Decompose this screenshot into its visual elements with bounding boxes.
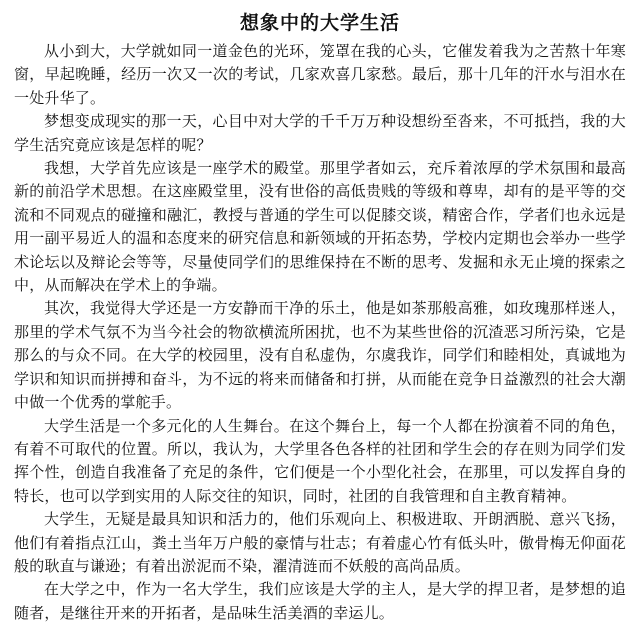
paragraph-2: 梦想变成现实的那一天，心目中对大学的千千万万种设想纷至沓来，不可抵挡，我的大学生活究竟应该是怎样的呢？ bbox=[14, 112, 626, 154]
paragraph-5: 大学生活是一个多元化的人生舞台。在这个舞台上，每一个人都在扮演着不同的角色，有着不可取代的位置。所以，我认为，大学里各色各样的社团和学生会的存在则为同学们发挥个性，创造自我准备了充足的条件，它们便是一个小型化社会，在那里，可以发挥自身的特长，也可以学到实用的人际交往的知识，同时，社团的自我管理和自主教育精神。 bbox=[14, 416, 626, 505]
document-page bbox=[14, 10, 626, 625]
paragraph-1: 从小到大，大学就如同一道金色的光环，笼罩在我的心头，它催发着我为之苦熬十年寒窗，早起晚睡，经历一次又一次的考试，几家欢喜几家愁。最后，那十几年的汗水与泪水在一处升华了。 bbox=[14, 42, 626, 107]
document-title: 想象中的大学生活 bbox=[239, 12, 400, 34]
paragraph-7: 在大学之中，作为一名大学生，我们应该是大学的主人，是大学的捍卫者，是梦想的追随者，是继往开来的开拓者，是品味生活美酒的幸运儿。 bbox=[14, 580, 626, 622]
paragraph-3: 我想，大学首先应该是一座学术的殿堂。那里学者如云，充斥着浓厚的学术氛围和最高新的前沿学术思想。在这座殿堂里，没有世俗的高低贵贱的等级和尊卑，却有的是平等的交流和不同观点的碰撞和融汇，教授与普通的学生可以促膝交谈，精密合作，学者们也永远是用一副平易近人的温和态度来的研究信息和新领域的开拓态势，学校内定期也会举办一些学术论坛以及辩论会等等，尽量使同学们的思维保持在不断的思考、发掘和永无止境的探索之中，从而解决在学术上的争端。 bbox=[14, 159, 626, 295]
paragraph-4: 其次，我觉得大学还是一方安静而干净的乐土，他是如茶那般高雅，如玫瑰那样迷人，那里的学术气氛不为当今社会的物欲横流所困扰，也不为某些世俗的沉渣恶习所污染，它是那么的与众不同。在大学的校园里，没有自私虚伪，尔虞我诈，同学们和睦相处，真诚地为学识和知识而拼搏和奋斗，为不远的将来而储备和打拼，从而能在竞争日益激烈的社会大潮中做一个优秀的掌舵手。 bbox=[14, 299, 626, 412]
paragraph-6: 大学生，无疑是最具知识和活力的，他们乐观向上、积极进取、开朗洒脱、意兴飞扬，他们有着指点江山，粪土当年万户般的豪情与壮志；有着虚心竹有低头叶，傲骨梅无仰面花般的耿直与谦逊；有着出淤泥而不染，濯清涟而不妖般的高尚品质。 bbox=[14, 510, 626, 575]
